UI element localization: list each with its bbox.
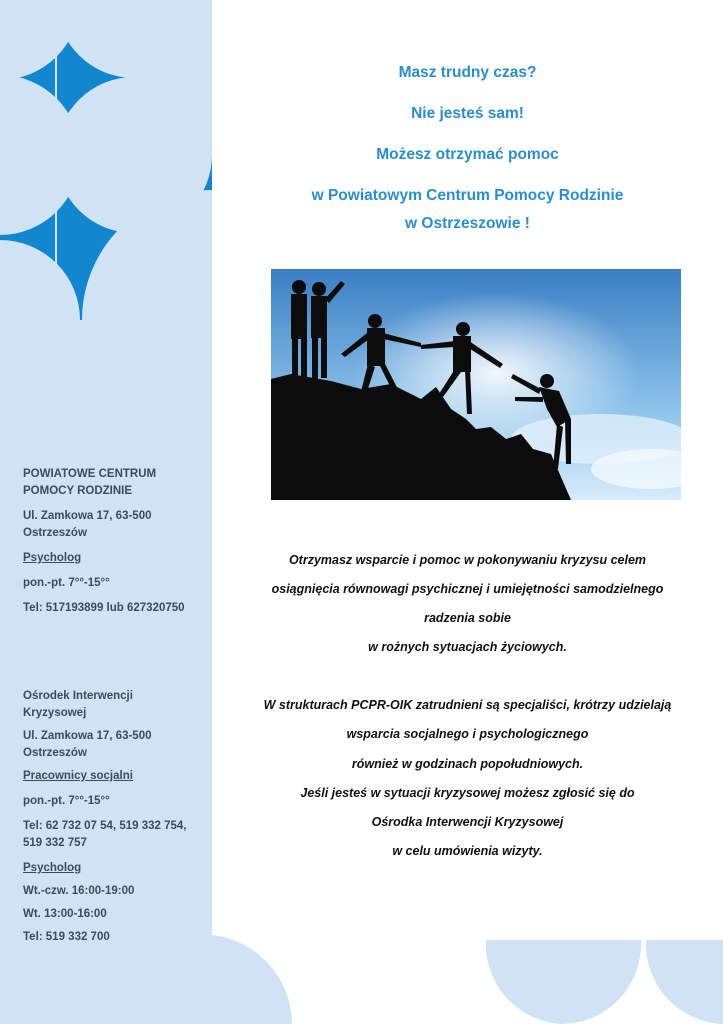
oik-hours-psych-1: Wt.-czw. 16:00-19:00 <box>23 885 135 897</box>
oik-hours-social: pon.-pt. 7°°-15°° <box>23 795 110 807</box>
pcpr-address-1: Ul. Zamkowa 17, 63-500 <box>23 510 152 522</box>
heading-line-4b: w Ostrzeszowie ! <box>405 215 530 232</box>
oik-role-social: Pracownicy socjalni <box>23 770 133 782</box>
teamwork-silhouette-photo <box>271 269 681 500</box>
body-line-3: radzenia sobie <box>424 611 511 625</box>
oik-role-psych: Psycholog <box>23 862 82 874</box>
decorative-shapes <box>0 0 212 320</box>
sidebar <box>0 0 212 1024</box>
pcpr-name-2: POMOCY RODZINIE <box>23 485 133 497</box>
pcpr-hours: pon.-pt. 7°°-15°° <box>23 577 110 589</box>
body-line-2: osiągnięcia równowagi psychicznej i umiejętności samodzielnego <box>271 582 664 596</box>
heading-line-4a: w Powiatowym Centrum Pomocy Rodzinie <box>311 187 624 204</box>
heading-line-1: Masz trudny czas? <box>398 64 537 81</box>
pcpr-address-2: Ostrzeszów <box>23 527 87 539</box>
body-line-8: Jeśli jesteś w sytuacji kryzysowej możesz zgłosić się do <box>300 786 635 800</box>
heading-line-3: Możesz otrzymać pomoc <box>376 146 559 163</box>
body-line-4: w rożnych sytuacjach życiowych. <box>368 640 567 654</box>
oik-phone-psych: Tel: 519 332 700 <box>23 931 110 943</box>
oik-hours-psych-2: Wt. 13:00-16:00 <box>23 908 107 920</box>
oik-name-2: Kryzysowej <box>23 707 87 719</box>
body-line-6: wsparcia socjalnego i psychologicznego <box>346 727 589 741</box>
pcpr-name-1: POWIATOWE CENTRUM <box>23 468 157 480</box>
pcpr-phone: Tel: 517193899 lub 627320750 <box>23 602 185 614</box>
oik-address-1: Ul. Zamkowa 17, 63-500 <box>23 730 152 742</box>
oik-name-1: Ośrodek Interwencji <box>23 690 133 702</box>
bottom-right-decoration <box>486 940 723 1024</box>
bottom-left-decoration <box>212 935 292 1024</box>
oik-phone-social-1: Tel: 62 732 07 54, 519 332 754, <box>23 820 187 832</box>
body-line-1: Otrzymasz wsparcie i pomoc w pokonywaniu kryzysu celem <box>288 553 647 567</box>
body-line-5: W strukturach PCPR-OIK zatrudnieni są specjaliści, krótrzy udzielają <box>263 698 672 712</box>
oik-phone-social-2: 519 332 757 <box>23 837 87 849</box>
oik-address-2: Ostrzeszów <box>23 747 87 759</box>
pcpr-role: Psycholog <box>23 552 82 564</box>
oik-contact <box>23 688 186 946</box>
pcpr-contact <box>23 466 185 617</box>
body-line-7: również w godzinach popołudniowych. <box>351 757 584 771</box>
body-line-9: Ośrodka Interwencji Kryzysowej <box>371 815 564 829</box>
body-line-10: w celu umówienia wizyty. <box>392 844 543 858</box>
heading-line-2: Nie jesteś sam! <box>411 105 524 122</box>
